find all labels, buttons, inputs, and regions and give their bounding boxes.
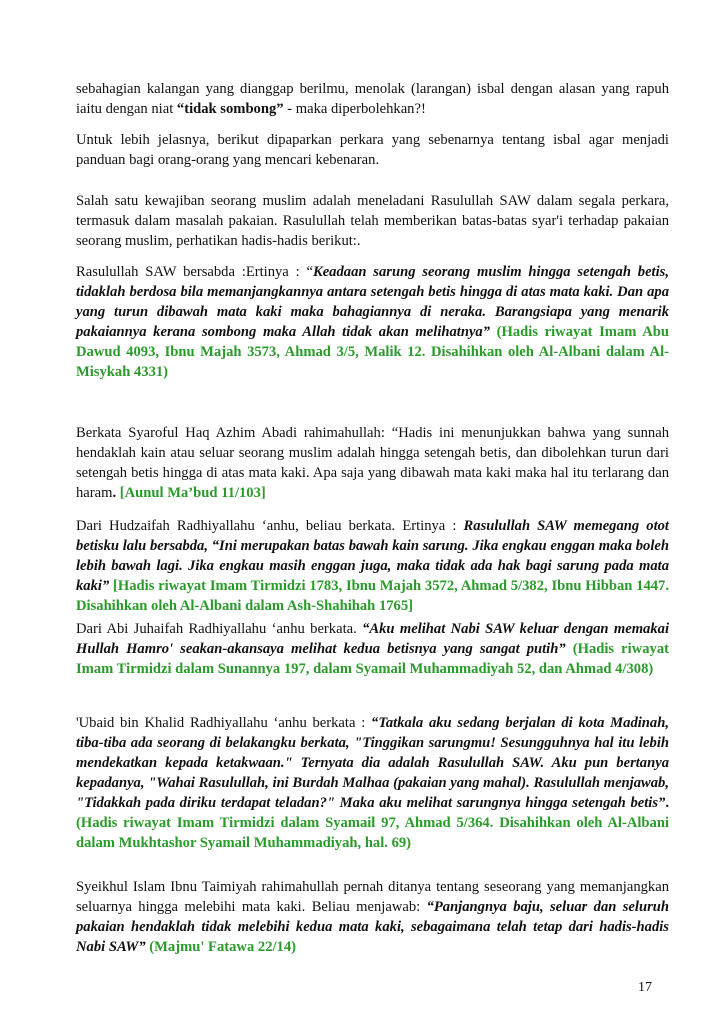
- p4-hadith-quote: Keadaan sarung seorang muslim hingga setengah betis, tidaklah berdosa bila memanjangkannya antara setengah betis hingga di atas mata kaki. Dan apa yang turun dibawah mata kaki maka bahagiannya di neraka. Barangsiapa yang menarik pakaiannya kerana sombong maka Allah tidak akan melihatnya”: [76, 264, 669, 340]
- p5-dot: .: [112, 485, 117, 501]
- paragraph-8: [76, 713, 669, 853]
- p7-hadith-source: (Hadis riwayat Imam Tirmidzi dalam Sunannya 197, dalam Syamail Muhammadiyah 52, dan Ahmad 4/308): [76, 641, 669, 677]
- p1-text-c: - maka diperbolehkan?!: [283, 101, 426, 117]
- p1-emphasis: “tidak sombong”: [176, 101, 284, 117]
- p5-source: [Aunul Ma’bud 11/103]: [116, 485, 266, 501]
- p9-quote: “Panjangnya baju, seluar dan seluruh pakaian hendaklah tidak melebihi kedua mata kaki, sebagaimana telah tetap dari hadis-hadis Nabi SAW”: [76, 899, 669, 955]
- p8-intro: 'Ubaid bin Khalid Radhiyallahu ‘anhu berkata :: [76, 715, 372, 731]
- paragraph-5: [76, 423, 669, 503]
- page-number: 17: [638, 980, 652, 995]
- paragraph-9: [76, 877, 669, 957]
- paragraph-2: Untuk lebih jelasnya, berikut dipaparkan perkara yang sebenarnya tentang isbal agar menjadi panduan bagi orang-orang yang mencari kebenaran.: [76, 132, 669, 168]
- p7-hadith-quote: “Aku melihat Nabi SAW keluar dengan memakai Hullah Hamro' seakan-akansaya melihat kedua betisnya yang sangat putih”: [76, 621, 669, 657]
- p8-hadith-source: (Hadis riwayat Imam Tirmidzi dalam Syamail 97, Ahmad 5/364. Disahihkan oleh Al-Albani dalam Mukhtashor Syamail Muhammadiyah, hal. 69): [76, 815, 669, 851]
- paragraph-6: [76, 516, 669, 616]
- p4-intro: Rasulullah SAW bersabda :Ertinya : “: [76, 264, 313, 280]
- p8-dot: .: [665, 795, 669, 811]
- paragraph-7: [76, 619, 669, 679]
- p1-text-a: sebahagian kalangan yang dianggap berilmu, menolak (larangan) isbal dengan alasan yang rapuh iaitu dengan niat: [76, 81, 669, 117]
- p8-hadith-quote: “Tatkala aku sedang berjalan di kota Madinah, tiba-tiba ada seorang di belakangku berkata, "Tinggikan sarungmu! Sesungguhnya hal itu lebih mendekatkan kepada ketakwaan." Ternyata dia adalah Rasulullah SAW. Aku pun bertanya kepadanya, "Wahai Rasulullah, ini Burdah Malhaa (pakaian yang mahal). Rasulullah menjawab, "Tidakkah pada diriku terdapat teladan?" Maka aku melihat sarungnya hingga setengah betis”: [76, 715, 669, 811]
- p4-hadith-source: (Hadis riwayat Imam Abu Dawud 4093, Ibnu Majah 3573, Ahmad 3/5, Malik 12. Disahihkan oleh Al-Albani dalam Al-Misykah 4331): [76, 324, 669, 380]
- p7-intro: Dari Abi Juhaifah Radhiyallahu ‘anhu berkata.: [76, 621, 363, 637]
- p9-source: (Majmu' Fatawa 22/14): [145, 939, 296, 955]
- paragraph-4: [76, 262, 669, 382]
- p9-intro: Syeikhul Islam Ibnu Taimiyah rahimahullah pernah ditanya tentang seseorang yang memanjangkan seluarnya hingga melebihi mata kaki. Beliau menjawab:: [76, 879, 669, 915]
- p6-hadith-quote: Rasulullah SAW memegang otot betisku lalu bersabda, “Ini merupakan batas bawah kain sarung. Jika engkau enggan maka boleh lebih bawah lagi. Jika engkau masih enggan juga, maka tidak ada hak bagi sarung pada mata kaki”: [76, 518, 669, 594]
- paragraph-1: [76, 79, 669, 119]
- p5-text: Berkata Syaroful Haq Azhim Abadi rahimahullah: “Hadis ini menunjukkan bahwa yang sunnah hendaklah kain atau seluar seorang muslim adalah hingga setengah betis, dan dibolehkan turun dari setengah betis hingga di atas mata kaki. Apa saja yang dibawah mata kaki maka hal itu terlarang dan haram: [76, 425, 669, 501]
- paragraph-3: Salah satu kewajiban seorang muslim adalah meneladani Rasulullah SAW dalam segala perkara, termasuk dalam masalah pakaian. Rasulullah telah memberikan batas-batas syar'i terhadap pakaian seorang muslim, perhatikan hadis-hadis berikut:.: [76, 193, 669, 249]
- p6-intro: Dari Hudzaifah Radhiyallahu ‘anhu, beliau berkata. Ertinya :: [76, 518, 464, 534]
- p6-hadith-source: [Hadis riwayat Imam Tirmidzi 1783, Ibnu Majah 3572, Ahmad 5/382, Ibnu Hibban 1447. Disahihkan oleh Al-Albani dalam Ash-Shahihah 1765]: [76, 578, 669, 614]
